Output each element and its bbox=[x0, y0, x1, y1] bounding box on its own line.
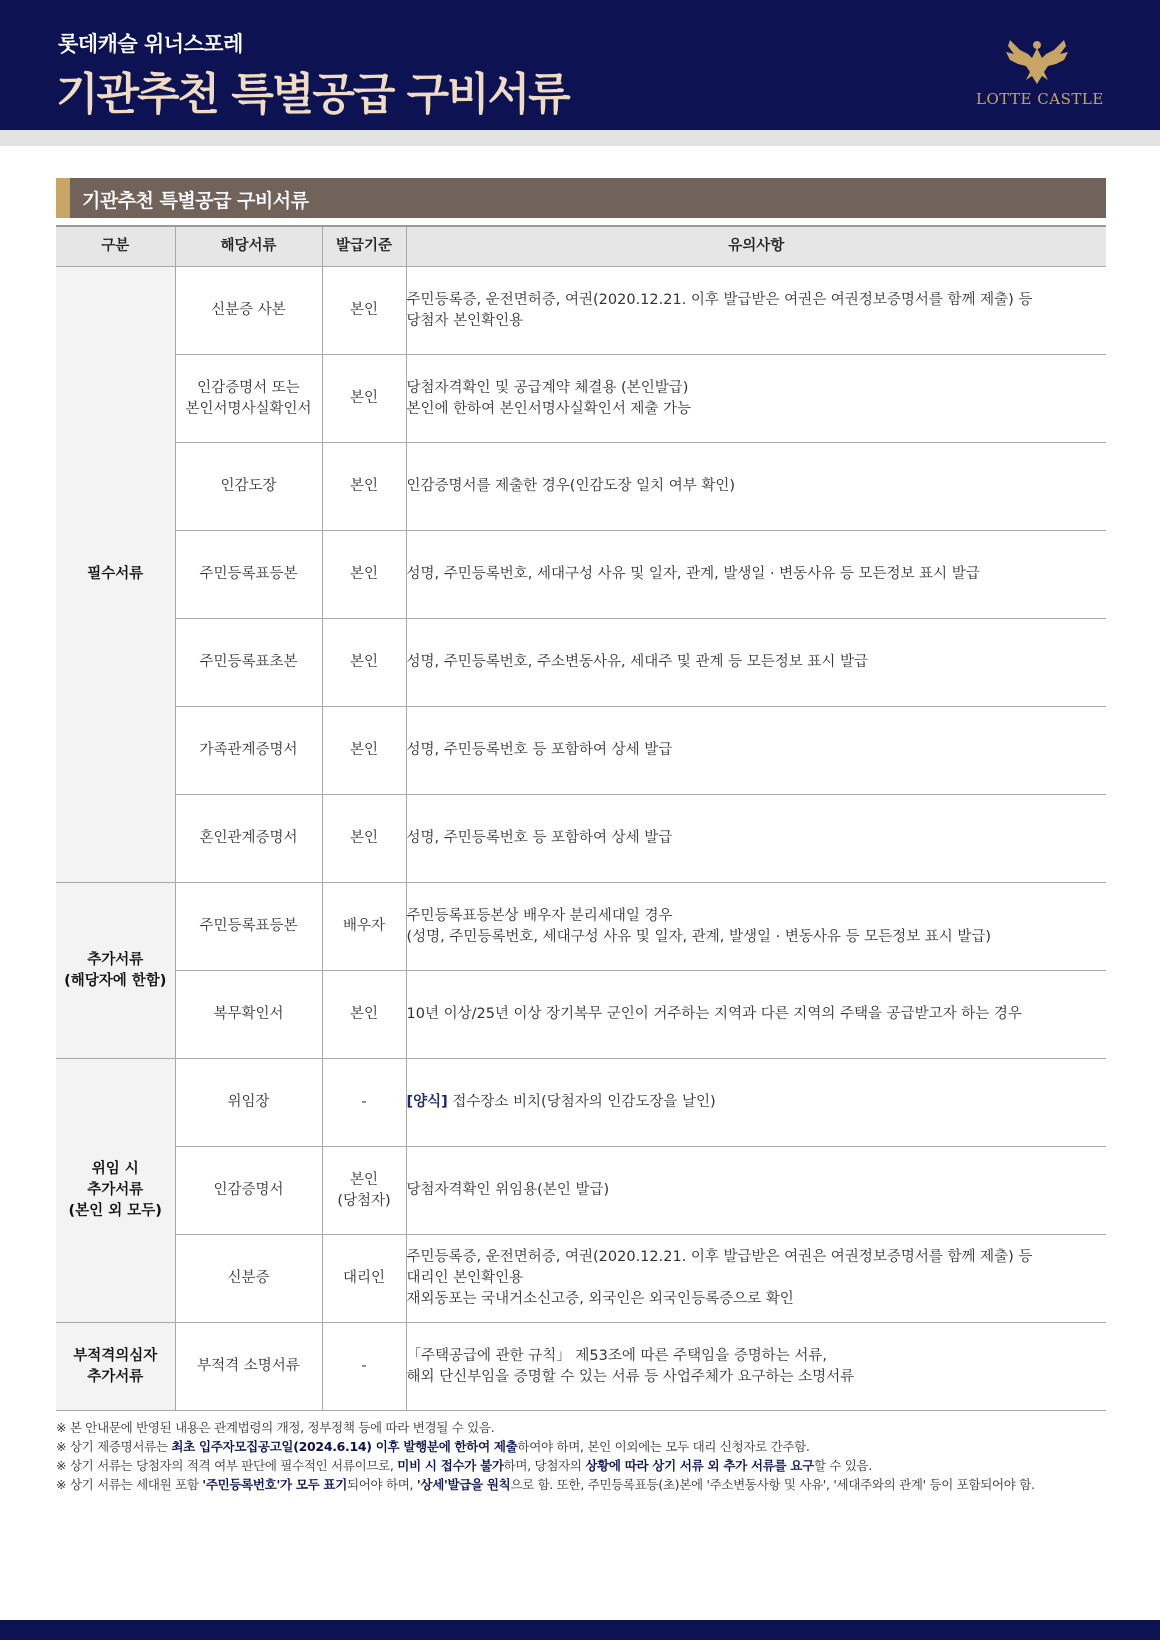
category-cell: 필수서류 bbox=[56, 267, 175, 883]
document-cell: 복무확인서 bbox=[175, 971, 322, 1059]
document-cell: 신분증 사본 bbox=[175, 267, 322, 355]
eagle-icon bbox=[1002, 36, 1072, 86]
issue-standard-cell: 대리인 bbox=[322, 1235, 406, 1323]
document-cell: 위임장 bbox=[175, 1059, 322, 1147]
page-header bbox=[0, 0, 1160, 130]
table-row bbox=[56, 531, 1106, 619]
note-cell: 주민등록증, 운전면허증, 여권(2020.12.21. 이후 발급받은 여권은 여권정보증명서를 함께 제출) 등 대리인 본인확인용 재외동포는 국내거소신고증, 외국인은 외국인등록증으로 확인 bbox=[406, 1235, 1106, 1323]
footnote: ※ 상기 제증명서류는 최초 입주자모집공고일(2024.6.14) 이후 발행분에 한하여 제출하여야 하며, 본인 이외에는 모두 대리 신청자로 간주함. bbox=[56, 1439, 810, 1454]
page-title: 기관추천 특별공급 구비서류 bbox=[56, 69, 569, 120]
section-title-bar bbox=[56, 178, 1106, 218]
footnote: ※ 상기 서류는 세대원 포함 '주민등록번호'가 모두 표기되어야 하며, '상세'발급을 원칙으로 함. 또한, 주민등록표등(초)본에 '주소변동사항 및 사유', '세대주와의 관계' 등이 포함되어야 함. bbox=[56, 1477, 1035, 1492]
issue-standard-cell: - bbox=[322, 1323, 406, 1411]
footnote: ※ 상기 서류는 당첨자의 적격 여부 판단에 필수적인 서류이므로, 미비 시 접수가 불가하며, 당첨자의 상황에 따라 상기 서류 외 추가 서류를 요구할 수 있음. bbox=[56, 1458, 872, 1473]
issue-standard-cell: 배우자 bbox=[322, 883, 406, 971]
document-cell: 인감증명서 또는 본인서명사실확인서 bbox=[175, 355, 322, 443]
documents-table bbox=[56, 225, 1106, 1411]
note-cell: [양식] 접수장소 비치(당첨자의 인감도장을 날인) bbox=[406, 1059, 1106, 1147]
document-cell: 주민등록표등본 bbox=[175, 531, 322, 619]
issue-standard-cell: 본인 bbox=[322, 971, 406, 1059]
form-tag: [양식] bbox=[406, 1094, 448, 1110]
table-row bbox=[56, 1059, 1106, 1147]
document-cell: 인감도장 bbox=[175, 443, 322, 531]
table-row bbox=[56, 355, 1106, 443]
note-cell: 「주택공급에 관한 규칙」 제53조에 따른 주택임을 증명하는 서류, 해외 단신부임을 증명할 수 있는 서류 등 사업주체가 요구하는 소명서류 bbox=[406, 1323, 1106, 1411]
footer-bar bbox=[0, 1620, 1160, 1640]
document-cell: 혼인관계증명서 bbox=[175, 795, 322, 883]
note-cell: 당첨자격확인 및 공급계약 체결용 (본인발급) 본인에 한하여 본인서명사실확인서 제출 가능 bbox=[406, 355, 1106, 443]
table-row bbox=[56, 883, 1106, 971]
column-header: 유의사항 bbox=[406, 226, 1106, 267]
table-row bbox=[56, 267, 1106, 355]
section-title: 기관추천 특별공급 구비서류 bbox=[82, 190, 309, 212]
document-cell: 인감증명서 bbox=[175, 1147, 322, 1235]
column-header: 구분 bbox=[56, 226, 175, 267]
table-row bbox=[56, 1323, 1106, 1411]
logo-text: LOTTE CASTLE bbox=[976, 90, 1104, 108]
table-row bbox=[56, 443, 1106, 531]
issue-standard-cell: 본인 bbox=[322, 531, 406, 619]
note-cell: 10년 이상/25년 이상 장기복무 군인이 거주하는 지역과 다른 지역의 주택을 공급받고자 하는 경우 bbox=[406, 971, 1106, 1059]
category-cell: 추가서류 (해당자에 한함) bbox=[56, 883, 175, 1059]
document-cell: 주민등록표초본 bbox=[175, 619, 322, 707]
document-cell: 가족관계증명서 bbox=[175, 707, 322, 795]
issue-standard-cell: 본인 bbox=[322, 267, 406, 355]
issue-standard-cell: 본인 bbox=[322, 355, 406, 443]
category-cell: 부적격의심자 추가서류 bbox=[56, 1323, 175, 1411]
note-cell: 성명, 주민등록번호 등 포함하여 상세 발급 bbox=[406, 795, 1106, 883]
section-accent bbox=[56, 178, 70, 218]
table-row bbox=[56, 619, 1106, 707]
issue-standard-cell: 본인 bbox=[322, 619, 406, 707]
note-cell: 성명, 주민등록번호 등 포함하여 상세 발급 bbox=[406, 707, 1106, 795]
table-header-row bbox=[56, 226, 1106, 267]
column-header: 해당서류 bbox=[175, 226, 322, 267]
table-row bbox=[56, 1235, 1106, 1323]
note-cell: 성명, 주민등록번호, 주소변동사유, 세대주 및 관계 등 모든정보 표시 발급 bbox=[406, 619, 1106, 707]
note-cell: 인감증명서를 제출한 경우(인감도장 일치 여부 확인) bbox=[406, 443, 1106, 531]
issue-standard-cell: 본인 (당첨자) bbox=[322, 1147, 406, 1235]
note-cell: 성명, 주민등록번호, 세대구성 사유 및 일자, 관계, 발생일 · 변동사유 등 모든정보 표시 발급 bbox=[406, 531, 1106, 619]
footnotes bbox=[56, 1418, 1116, 1494]
column-header: 발급기준 bbox=[322, 226, 406, 267]
issue-standard-cell: 본인 bbox=[322, 795, 406, 883]
divider-band bbox=[0, 130, 1160, 146]
note-cell: 주민등록표등본상 배우자 분리세대일 경우 (성명, 주민등록번호, 세대구성 사유 및 일자, 관계, 발생일 · 변동사유 등 모든정보 표시 발급) bbox=[406, 883, 1106, 971]
document-cell: 주민등록표등본 bbox=[175, 883, 322, 971]
issue-standard-cell: 본인 bbox=[322, 443, 406, 531]
category-cell: 위임 시 추가서류 (본인 외 모두) bbox=[56, 1059, 175, 1323]
brand-logo bbox=[960, 36, 1110, 116]
table-row bbox=[56, 1147, 1106, 1235]
issue-standard-cell: 본인 bbox=[322, 707, 406, 795]
issue-standard-cell: - bbox=[322, 1059, 406, 1147]
document-cell: 신분증 bbox=[175, 1235, 322, 1323]
table-row bbox=[56, 795, 1106, 883]
table-row bbox=[56, 971, 1106, 1059]
footnote: ※ 본 안내문에 반영된 내용은 관계법령의 개정, 정부정책 등에 따라 변경될 수 있음. bbox=[56, 1420, 495, 1435]
page-subtitle: 롯데캐슬 위너스포레 bbox=[58, 32, 243, 56]
note-cell: 당첨자격확인 위임용(본인 발급) bbox=[406, 1147, 1106, 1235]
document-cell: 부적격 소명서류 bbox=[175, 1323, 322, 1411]
note-cell: 주민등록증, 운전면허증, 여권(2020.12.21. 이후 발급받은 여권은 여권정보증명서를 함께 제출) 등 당첨자 본인확인용 bbox=[406, 267, 1106, 355]
table-row bbox=[56, 707, 1106, 795]
